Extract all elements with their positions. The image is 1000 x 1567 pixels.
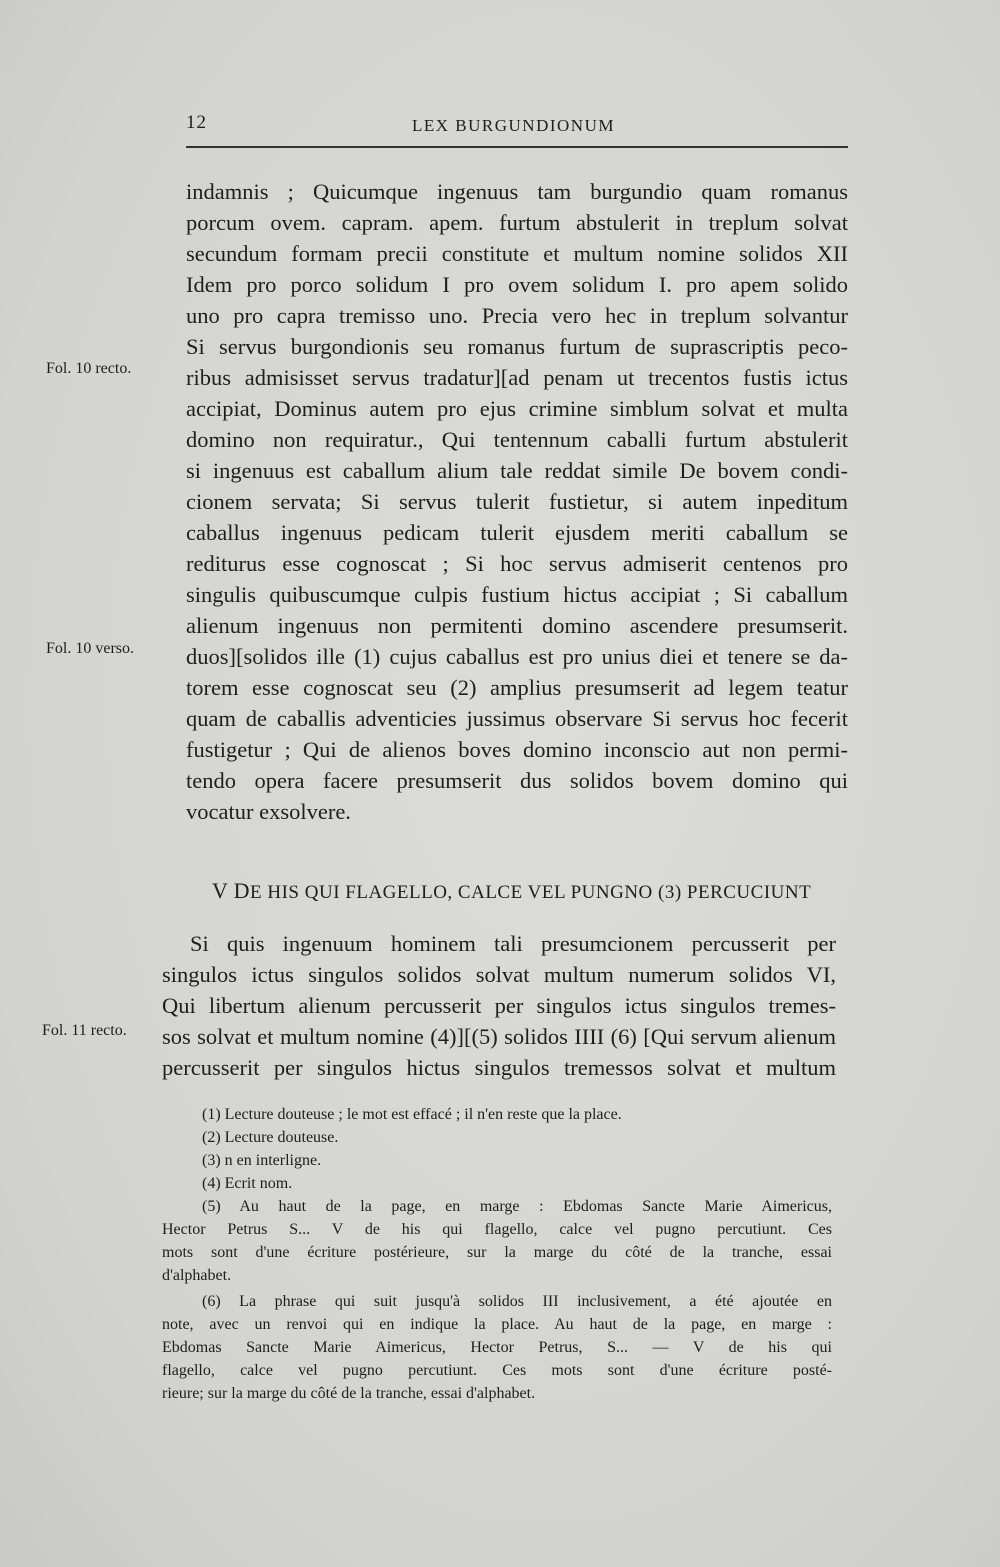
body-line: caballus ingenuus pedicam tulerit ejusdem meriti caballum se bbox=[186, 520, 848, 545]
section-heading-initial: D bbox=[233, 878, 251, 903]
section-heading bbox=[212, 878, 832, 904]
footnote: (3) n en interligne. bbox=[202, 1152, 322, 1169]
section-line: percusserit per singulos hictus singulos tremessos solvat et multum bbox=[162, 1055, 836, 1080]
body-line: alienum ingenuus non permitenti domino ascendere presumserit. bbox=[186, 613, 848, 638]
body-line: indamnis ; Quicumque ingenuus tam burgundio quam romanus bbox=[186, 179, 848, 204]
page-number: 12 bbox=[186, 112, 207, 133]
body-line: accipiat, Dominus autem pro ejus crimine simblum solvat et multa bbox=[186, 396, 848, 421]
footnote-continuation: note, avec un renvoi qui en indique la place. Au haut de la page, en marge : bbox=[162, 1316, 832, 1333]
body-line: singulis quibuscumque culpis fustium hictus accipiat ; Si caballum bbox=[186, 582, 848, 607]
footnote: (5) Au haut de la page, en marge : Ebdomas Sancte Marie Aimericus, bbox=[202, 1198, 832, 1215]
footnote-continuation: mots sont d'une écriture postérieure, sur la marge du côté de la tranche, essai bbox=[162, 1244, 832, 1261]
footnote-continuation: d'alphabet. bbox=[162, 1267, 232, 1284]
header-rule bbox=[186, 146, 848, 148]
section-heading-text: E HIS QUI FLAGELLO, CALCE VEL PUNGNO (3) PERCUCIUNT bbox=[250, 882, 812, 903]
footnote-continuation: Hector Petrus S... V de his qui flagello, calce vel pugno percutiunt. Ces bbox=[162, 1221, 832, 1238]
section-line: sos solvat et multum nomine (4)][(5) solidos IIII (6) [Qui servum alienum bbox=[162, 1024, 836, 1049]
body-line: ribus admisisset servus tradatur][ad penam ut trecentos fustis ictus bbox=[186, 365, 848, 390]
footnote: (4) Ecrit nom. bbox=[202, 1175, 293, 1192]
body-line: quam de caballis adventicies jussimus observare Si servus hoc fecerit bbox=[186, 706, 848, 731]
section-line: Si quis ingenuum hominem tali presumcionem percusserit per bbox=[190, 931, 836, 956]
running-head bbox=[186, 112, 846, 136]
footnote-continuation: Ebdomas Sancte Marie Aimericus, Hector Petrus, S... — V de his qui bbox=[162, 1339, 832, 1356]
footnote: (1) Lecture douteuse ; le mot est effacé ; il n'en reste que la place. bbox=[202, 1106, 622, 1123]
section-line: singulos ictus singulos solidos solvat multum numerum solidos VI, bbox=[162, 962, 836, 987]
body-line: Idem pro porco solidum I pro ovem solidum I. pro apem solido bbox=[186, 272, 848, 297]
section-numeral: V bbox=[212, 878, 229, 903]
body-line: vocatur exsolvere. bbox=[186, 799, 351, 824]
body-line: cionem servata; Si servus tulerit fustietur, si autem inpeditum bbox=[186, 489, 848, 514]
body-line: tendo opera facere presumserit dus solidos bovem domino qui bbox=[186, 768, 848, 793]
footnote-continuation: rieure; sur la marge du côté de la tranche, essai d'alphabet. bbox=[162, 1385, 536, 1402]
section-line: Qui libertum alienum percusserit per singulos ictus singulos tremes- bbox=[162, 993, 836, 1018]
running-title: LEX BURGUNDIONUM bbox=[412, 116, 615, 135]
margin-note-fol-10-verso: Fol. 10 verso. bbox=[46, 640, 134, 657]
body-line: fustigetur ; Qui de alienos boves domino inconscio aut non permi- bbox=[186, 737, 848, 762]
footnote: (6) La phrase qui suit jusqu'à solidos III inclusivement, a été ajoutée en bbox=[202, 1293, 832, 1310]
margin-note-fol-10-recto: Fol. 10 recto. bbox=[46, 360, 132, 377]
body-line: domino non requiratur., Qui tentennum caballi furtum abstulerit bbox=[186, 427, 848, 452]
body-line: uno pro capra tremisso uno. Precia vero hec in treplum solvantur bbox=[186, 303, 848, 328]
body-line: rediturus esse cognoscat ; Si hoc servus admiserit centenos pro bbox=[186, 551, 848, 576]
margin-note-fol-11-recto: Fol. 11 recto. bbox=[42, 1022, 127, 1039]
body-line: porcum ovem. capram. apem. furtum abstulerit in treplum solvat bbox=[186, 210, 848, 235]
footnote-continuation: flagello, calce vel pugno percutiunt. Ces mots sont d'une écriture posté- bbox=[162, 1362, 832, 1379]
body-line: si ingenuus est caballum alium tale reddat simile De bovem condi- bbox=[186, 458, 848, 483]
footnote: (2) Lecture douteuse. bbox=[202, 1129, 339, 1146]
body-line: Si servus burgondionis seu romanus furtum de suprascriptis peco- bbox=[186, 334, 848, 359]
body-line: secundum formam precii constitute et multum nomine solidos XII bbox=[186, 241, 848, 266]
body-line: duos][solidos ille (1) cujus caballus est pro unius diei et tenere se da- bbox=[186, 644, 848, 669]
body-line: torem esse cognoscat seu (2) amplius presumserit ad legem teatur bbox=[186, 675, 848, 700]
